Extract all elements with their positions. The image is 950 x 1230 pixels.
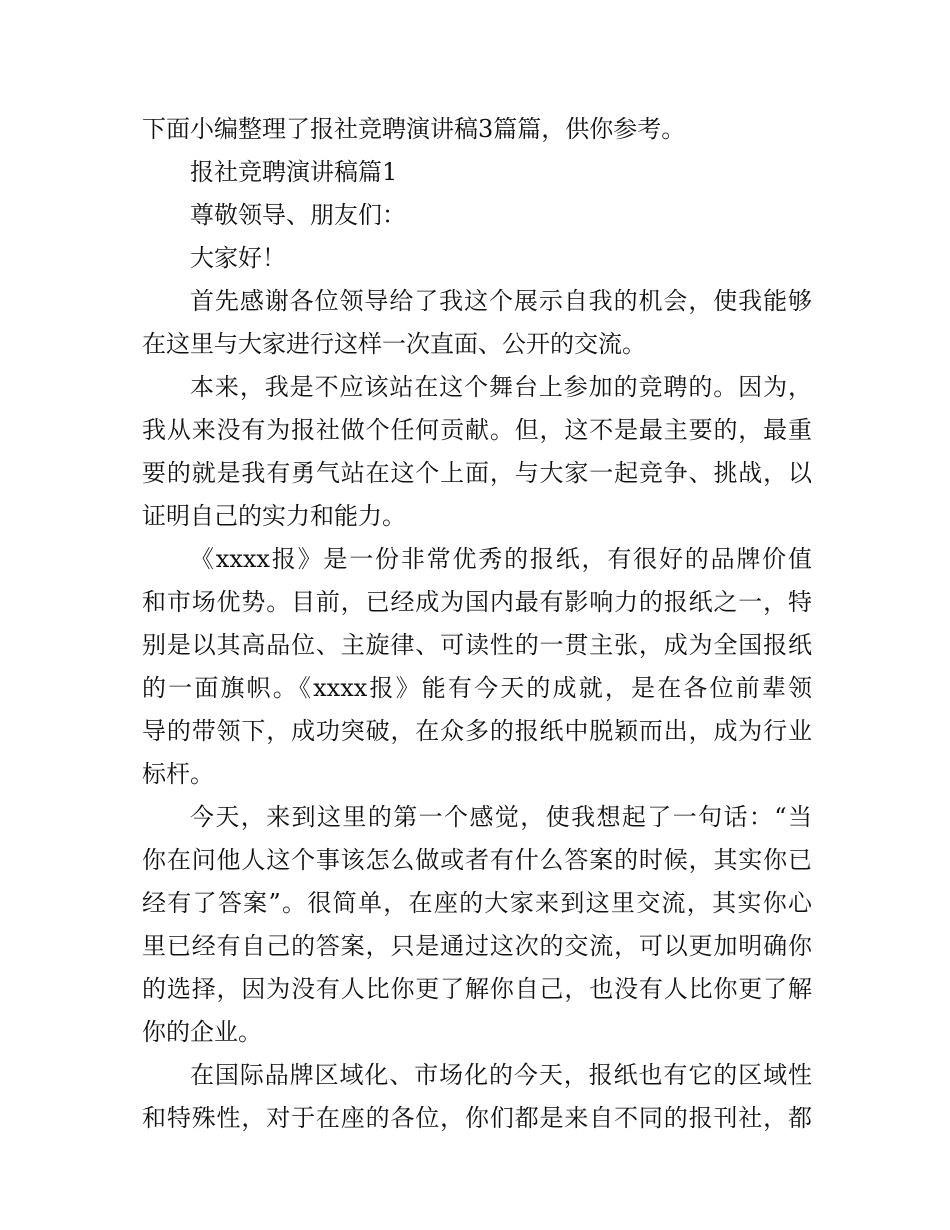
text-line: 要的就是我有勇气站在这个上面，与大家一起竞争、挑战，以 (142, 459, 812, 487)
greeting: 大家好！ (190, 244, 286, 272)
text-line: 首先感谢各位领导给了我这个展示自我的机会，使我能够 (190, 287, 812, 315)
text-line: 下面小编整理了报社竞聘演讲稿3篇篇，供你参考。 (142, 115, 686, 143)
section-heading: 报社竞聘演讲稿篇1 (190, 158, 398, 186)
text-line: 你的企业。 (142, 1018, 262, 1046)
text-line: 导的带领下，成功突破，在众多的报纸中脱颖而出，成为行业 (142, 717, 812, 745)
text-line: 证明自己的实力和能力。 (142, 502, 406, 530)
text-line: 经有了答案”。很简单，在座的大家来到这里交流，其实你心 (142, 889, 812, 917)
text-line: 《xxxx报》是一份非常优秀的报纸，有很好的品牌价值 (190, 545, 812, 573)
text-line: 和市场优势。目前，已经成为国内最有影响力的报纸之一，特 (142, 588, 812, 616)
text-line: 在这里与大家进行这样一次直面、公开的交流。 (142, 330, 646, 358)
document-body (142, 108, 812, 1140)
salutation: 尊敬领导、朋友们： (190, 201, 406, 229)
text-line: 和特殊性，对于在座的各位，你们都是来自不同的报刊社，都 (142, 1104, 812, 1132)
text-line: 里已经有自己的答案，只是通过这次的交流，可以更加明确你 (142, 932, 812, 960)
text-line: 标杆。 (142, 760, 214, 788)
text-line: 我从来没有为报社做个任何贡献。但，这不是最主要的，最重 (142, 416, 812, 444)
text-line: 本来，我是不应该站在这个舞台上参加的竞聘的。因为， (190, 373, 812, 401)
text-line: 你在问他人这个事该怎么做或者有什么答案的时候，其实你已 (142, 846, 812, 874)
text-line: 别是以其高品位、主旋律、可读性的一贯主张，成为全国报纸 (142, 631, 812, 659)
text-line: 在国际品牌区域化、市场化的今天，报纸也有它的区域性 (190, 1061, 812, 1089)
text-line: 今天，来到这里的第一个感觉，使我想起了一句话：“当 (190, 803, 812, 831)
text-line: 的选择，因为没有人比你更了解你自己，也没有人比你更了解 (142, 975, 812, 1003)
text-line: 的一面旗帜。《xxxx报》能有今天的成就，是在各位前辈领 (142, 674, 812, 702)
